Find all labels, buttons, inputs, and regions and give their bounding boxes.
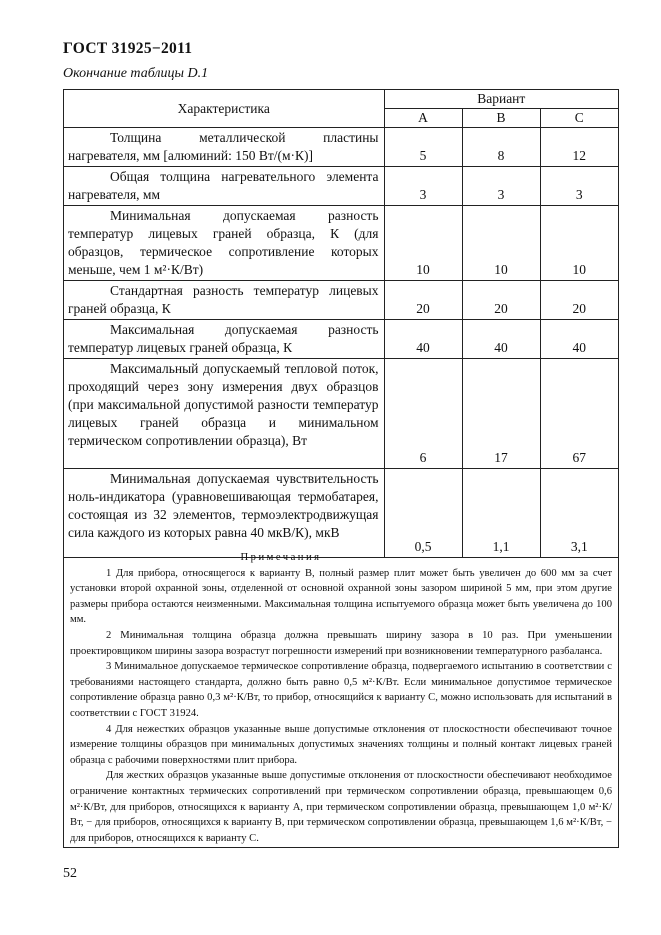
value-cell-a: 6 [384,359,462,469]
table-row [64,320,618,359]
notes-section [64,547,618,846]
header-variant-a: A [384,109,462,128]
characteristic-text: Минимальная допускаемая чувствительность ноль-индикатора (уравновешивающая термобатарея, состоящая из 32 элементов, термоэлектродвижущая сила каждого из которых равна 40 мкВ/К), мкВ [68,471,379,540]
note-paragraph: 1 Для прибора, относящегося к варианту В, полный размер плит может быть увеличен до 600 мм за счет установки второй охранной зоны, отделенной от основной охранной зоны зазором шириной 5 мм, при этом другие размеры прибора остаются неизменными. Максимальная толщина испытуемого образца может быть увеличена до 100 мм. [70,567,612,626]
characteristic-text: Максимальная допускаемая разность температур лицевых граней образца, К [68,322,379,355]
page-number: 52 [63,866,77,881]
value-cell-a: 10 [384,206,462,281]
table-row [64,128,618,167]
characteristic-cell [64,359,384,469]
value-cell-a: 0,5 [384,469,462,558]
value-cell-b: 40 [462,320,540,359]
value-cell-c: 20 [540,281,618,320]
value-cell-a: 5 [384,128,462,167]
header-variant: Вариант [384,90,618,109]
value-cell-c: 67 [540,359,618,469]
value-cell-b: 1,1 [462,469,540,558]
characteristic-cell [64,206,384,281]
characteristic-text: Минимальная допускаемая разность температур лицевых граней образца, К (для образцов, термическое сопротивление которых меньше, чем 1 м²·К/Вт) [68,208,379,277]
specs-table [64,90,618,558]
characteristic-cell [64,128,384,167]
note-paragraph: 3 Минимальное допускаемое термическое сопротивление образца, подвергаемого испытанию в соответствии с требованиями настоящего стандарта, должно быть равно 0,5 м²·К/Вт. Если минимальное допустимое термическое сопротивление образца равно 0,3 м²·К/Вт, то прибор, относящийся к варианту С, можно использовать для испытаний в соответствии с ГОСТ 31924. [70,661,612,719]
value-cell-a: 3 [384,167,462,206]
table-row [64,469,618,558]
characteristic-cell [64,469,384,558]
notes-title: Примечания [240,552,322,563]
characteristic-cell [64,320,384,359]
note-paragraph: 4 Для нежестких образцов указанные выше допустимые отклонения от плоскостности обеспечивают точное измерение толщины образцов при минимальных допустимых значениях толщины и полный контакт лицевых граней образца с рабочими поверхностями плит прибора. [70,723,612,766]
value-cell-c: 10 [540,206,618,281]
value-cell-a: 20 [384,281,462,320]
table-row [64,206,618,281]
characteristic-text: Общая толщина нагревательного элемента нагревателя, мм [68,169,379,202]
table-continuation-caption: Окончание таблицы D.1 [63,66,209,81]
note-paragraph: Для жестких образцов указанные выше допустимые отклонения от плоскостности обеспечивают необходимое ограничение контактных термических сопротивлений при термическом сопротивлении образца, превышающем 0,6 м²·К/Вт, для приборов, относящихся к варианту А, при термическом сопротивлении образца, превышающем 1,0 м²·К/Вт, − для приборов, относящихся к варианту В, при термическом сопротивлении образца, превышающем 1,6 м²·К/Вт, − для приборов, относящихся к варианту С. [70,770,612,844]
document-header: ГОСТ 31925−2011 [63,40,193,57]
characteristic-text: Толщина металлической пластины нагревателя, мм [алюминий: 150 Вт/(м·К)] [68,130,379,163]
value-cell-b: 8 [462,128,540,167]
value-cell-c: 3,1 [540,469,618,558]
value-cell-a: 40 [384,320,462,359]
value-cell-b: 10 [462,206,540,281]
table-row [64,281,618,320]
value-cell-c: 40 [540,320,618,359]
value-cell-b: 20 [462,281,540,320]
characteristic-text: Стандартная разность температур лицевых граней образца, К [68,283,379,316]
value-cell-b: 3 [462,167,540,206]
characteristic-text: Максимальный допускаемый тепловой поток, проходящий через зону измерения двух образцов (при максимальной допустимой разности температур лицевых граней образца и минимальном термическом сопротивлении образца), Вт [68,361,379,448]
value-cell-c: 12 [540,128,618,167]
characteristic-cell [64,167,384,206]
value-cell-b: 17 [462,359,540,469]
note-paragraph: 2 Минимальная толщина образца должна превышать ширину зазора в 10 раз. При уменьшении проектировщиком ширины зазора возрастут погрешности измерений при возникновении температурного разбаланса. [70,629,612,657]
value-cell-c: 3 [540,167,618,206]
table-frame [63,89,619,848]
header-characteristic: Характеристика [64,90,384,128]
header-variant-c: C [540,109,618,128]
table-row [64,167,618,206]
characteristic-cell [64,281,384,320]
table-row [64,359,618,469]
header-variant-b: B [462,109,540,128]
